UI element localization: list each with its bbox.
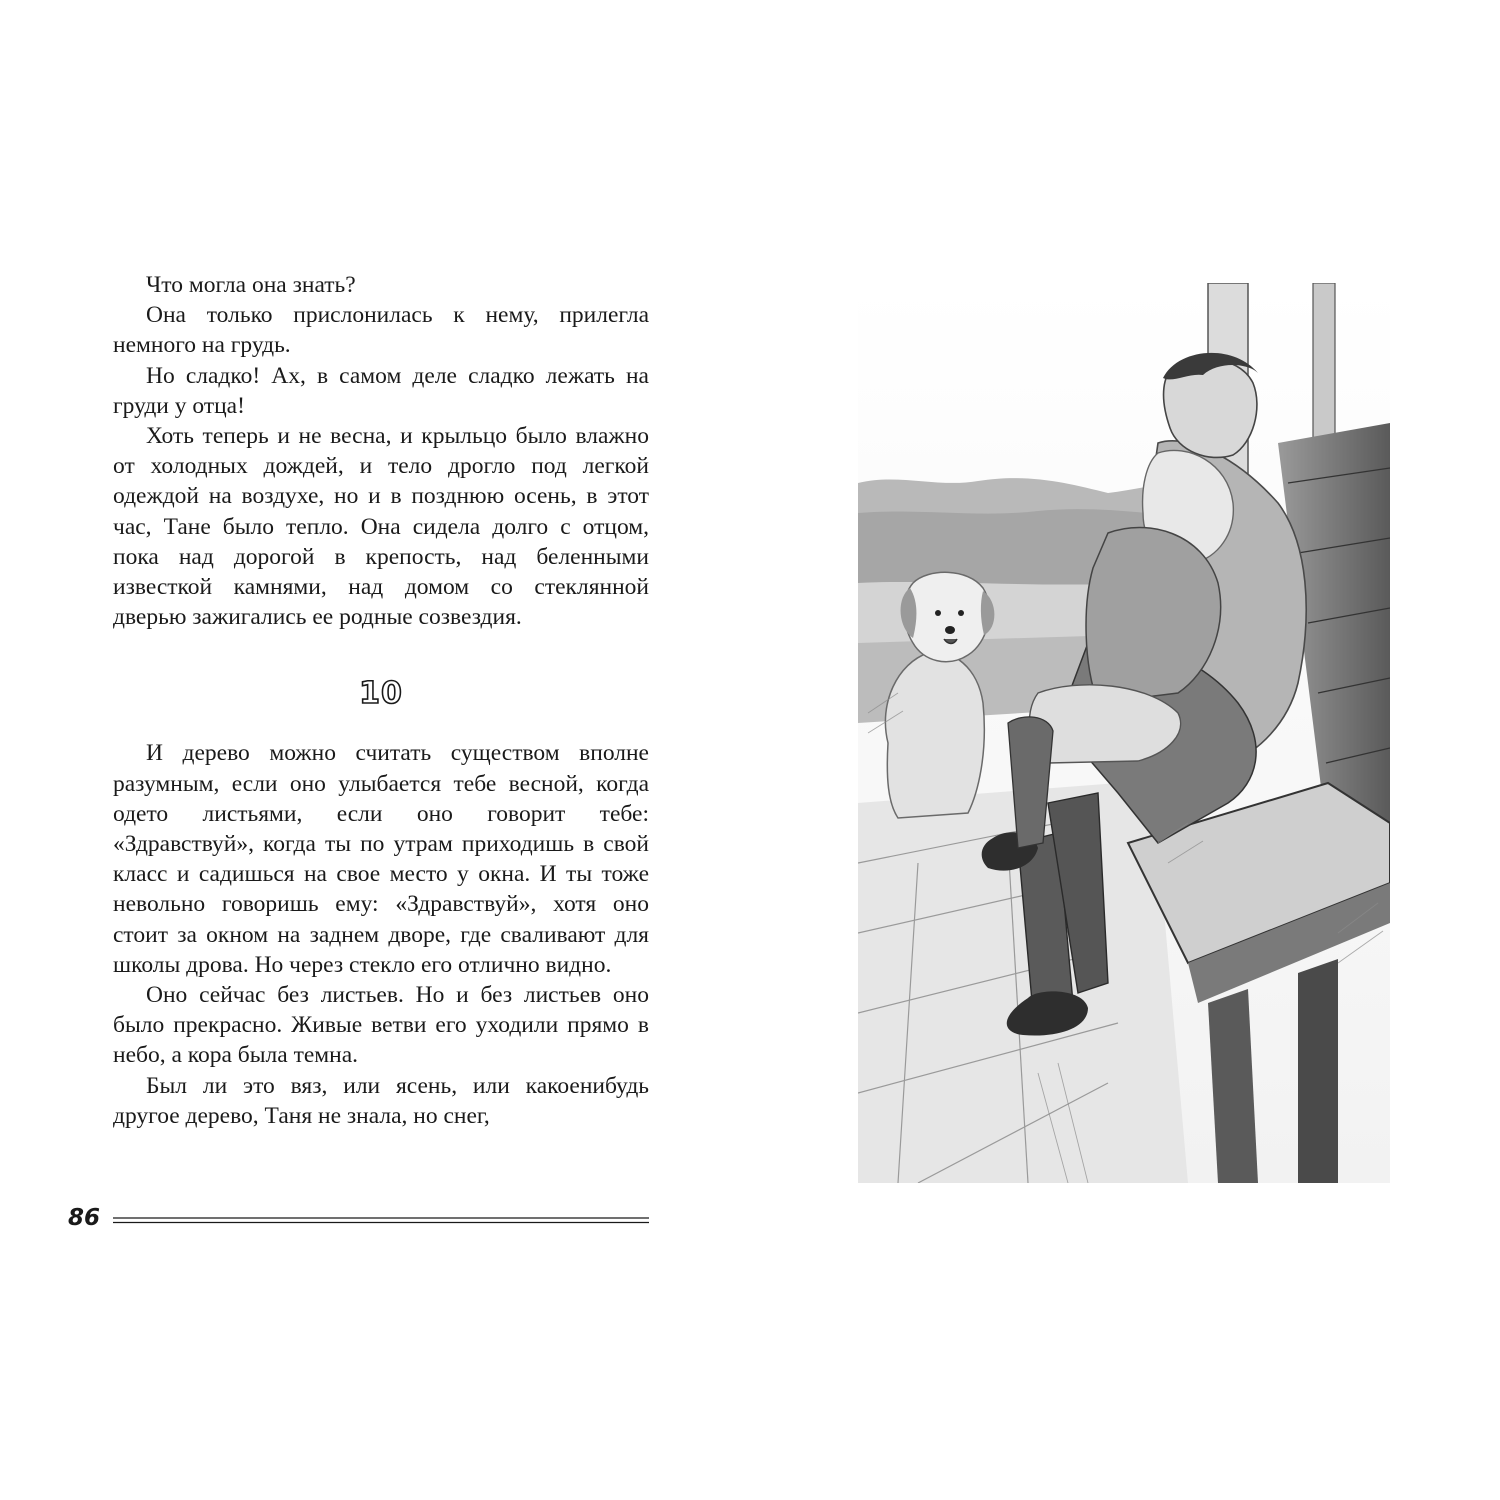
paragraph: Но сладко! Ах, в самом деле сладко лежать на груди у отца! [113,362,649,419]
paragraph: Оно сейчас без листьев. Но и без листьев оно было прекрасно. Живые ветви его уходили прямо в небо, а кора была темна. [113,982,649,1069]
dog [885,572,994,818]
section-number: 10 [359,676,403,712]
page-number: 86 [68,1205,101,1231]
paragraph: Хоть теперь и не весна, и крыльцо было влажно от холодных дождей, и тело дрогло под легкой одеждой на воздухе, но и в позднюю осень, в этот час, Тане было тепло. Она сидела долго с отцом, пока над дорогой в крепость, над беленными известкой камнями, над домом со стеклянной дверью зажигались ее родные созвездия. [113,423,649,631]
paragraph: Она только прислонилась к нему, прилегла немного на грудь. [113,302,649,359]
text-column [113,270,649,1131]
pencil-illustration [858,283,1390,1183]
paragraph: И дерево можно считать существом вполне разумным, если оно улыбается тебе весной, когда одето листьями, если оно говорит тебе: «Здравствуй», когда ты по утрам приходишь в свой класс и садишься на свое место у окна. И ты тоже невольно говоришь ему: «Здравствуй», хотя оно стоит за окном на заднем дворе, где сваливают для школы дрова. Но через стекло его отлично видно. [113,740,649,978]
paragraph: Был ли это вяз, или ясень, или какоенибудь другое дерево, Таня не знала, но снег, [113,1072,649,1129]
footer-double-rule [113,1217,649,1224]
paragraph: Что могла она знать? [146,272,356,298]
